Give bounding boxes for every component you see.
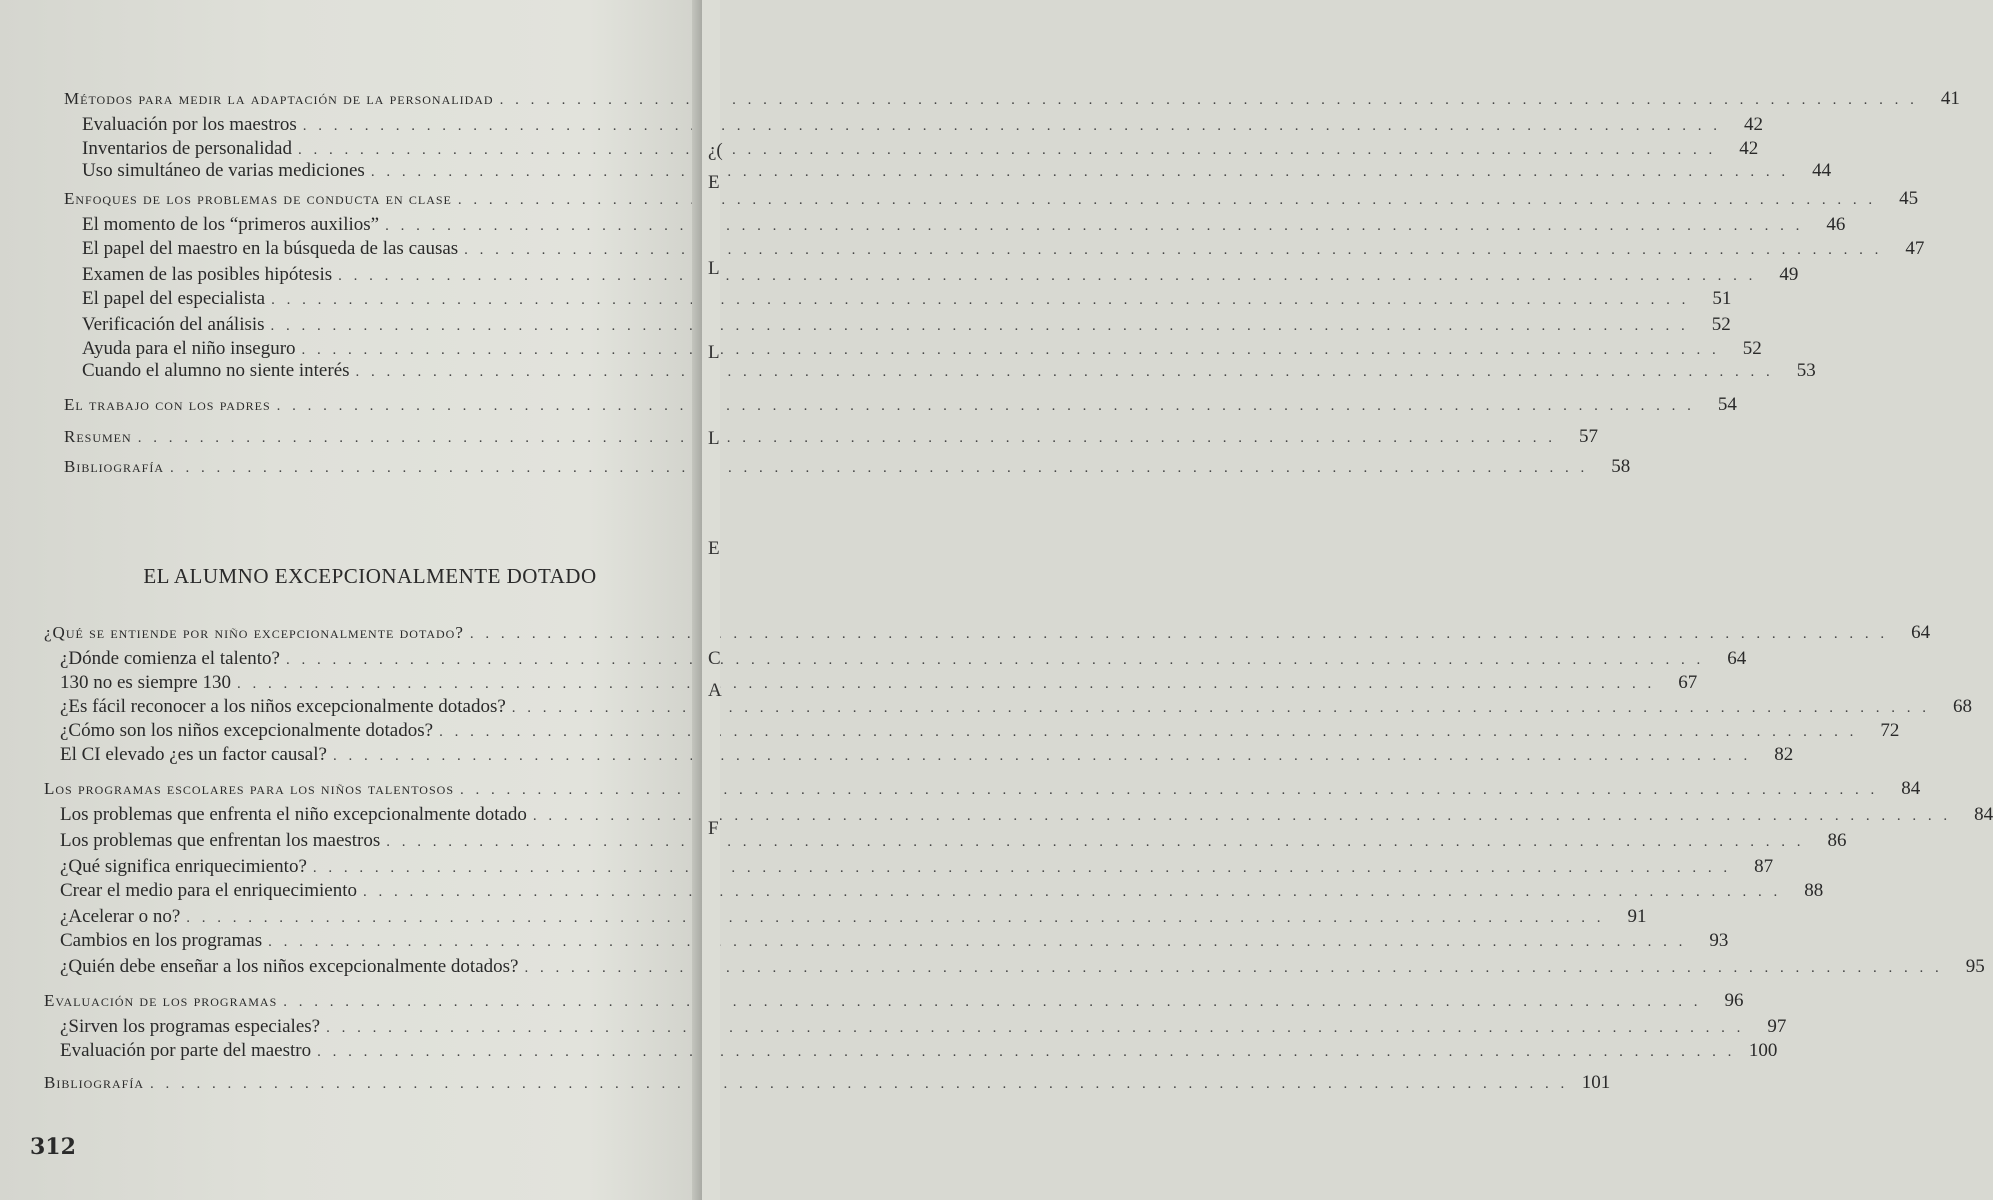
facing-page-letter: A [708, 680, 722, 701]
dot-leader [458, 192, 1876, 209]
toc-entry-title: ¿Cómo son los niños excepcionalmente dotados? [60, 720, 434, 741]
toc-entry-title: Cambios en los programas [60, 930, 263, 951]
toc-entry-page: 64 [1911, 622, 1931, 643]
dot-leader [464, 242, 1882, 259]
toc-entry-heading [44, 1072, 1611, 1094]
toc-entry-page: 68 [1953, 696, 1973, 717]
toc-entry-heading [44, 990, 1744, 1012]
toc-entry-page: 52 [1711, 314, 1731, 335]
toc-entry-title: Examen de las posibles hipótesis [82, 264, 333, 285]
dot-leader [333, 748, 1751, 765]
facing-page-letter: C [708, 648, 721, 669]
toc-entry-title: El papel del especialista [82, 288, 266, 309]
toc-entry-title: Bibliografía [64, 457, 165, 476]
dot-leader [268, 934, 1686, 951]
dot-leader [298, 142, 1716, 159]
toc-entry-heading [64, 88, 1960, 110]
dot-leader [237, 676, 1655, 693]
facing-page-letter: L [708, 342, 720, 363]
facing-page-letter: ¿( [708, 140, 723, 161]
toc-entry-title: Crear el medio para el enriquecimiento [60, 880, 358, 901]
toc-entry [82, 138, 1759, 160]
toc-entry [60, 856, 1774, 878]
toc-entry-page: 95 [1965, 956, 1985, 977]
dot-leader [170, 460, 1588, 477]
toc-entry-title: Enfoques de los problemas de conducta en clase [64, 189, 452, 208]
toc-entry [82, 160, 1832, 182]
toc-entry-page: 41 [1940, 88, 1960, 109]
toc-entry [82, 288, 1732, 310]
toc-entry-page: 91 [1627, 906, 1647, 927]
toc-entry-heading [64, 394, 1737, 416]
toc-entry-page: 44 [1812, 160, 1832, 181]
toc-entry-page: 100 [1748, 1040, 1778, 1061]
toc-entry-page: 47 [1905, 238, 1925, 259]
toc-entry-heading [64, 426, 1598, 448]
toc-entry-title: Evaluación por parte del maestro [60, 1040, 312, 1061]
toc-entry-page: 64 [1727, 648, 1747, 669]
dot-leader [271, 292, 1689, 309]
toc-entry-page: 46 [1826, 214, 1846, 235]
dot-leader [277, 398, 1695, 415]
toc-entry-heading [44, 778, 1921, 800]
toc-entry [82, 238, 1925, 260]
toc-entry [60, 744, 1794, 766]
dot-leader [303, 118, 1721, 135]
toc-entry-page: 87 [1754, 856, 1774, 877]
toc-entry [60, 696, 1973, 718]
toc-entry [82, 264, 1799, 286]
toc-entry-title: 130 no es siempre 130 [60, 672, 231, 693]
facing-page-letter: E [708, 172, 720, 193]
toc-entry [60, 672, 1698, 694]
toc-entry-title: Uso simultáneo de varias mediciones [82, 160, 365, 181]
dot-leader [271, 318, 1689, 335]
toc-entry-page: 49 [1779, 264, 1799, 285]
toc-entry-page: 53 [1796, 360, 1816, 381]
facing-page-edge [702, 0, 723, 1200]
toc-entry-title: Cuando el alumno no siente interés [82, 360, 350, 381]
dot-leader [356, 364, 1774, 381]
toc-entry-page: 58 [1611, 456, 1631, 477]
toc-entry [82, 114, 1764, 136]
toc-entry-page: 93 [1709, 930, 1729, 951]
toc-entry-title: El trabajo con los padres [64, 395, 271, 414]
toc-entry-title: ¿Acelerar o no? [60, 906, 181, 927]
chapter-heading: EL ALUMNO EXCEPCIONALMENTE DOTADO [143, 564, 597, 588]
toc-entry-heading [64, 188, 1919, 210]
toc-entry [82, 360, 1816, 382]
toc-entry [60, 956, 1985, 978]
dot-leader [302, 342, 1720, 359]
toc-entry-page: 86 [1827, 830, 1847, 851]
toc-entry-page: 57 [1578, 426, 1598, 447]
dot-leader [460, 782, 1878, 799]
facing-page-letter: E [708, 538, 720, 559]
dot-leader [338, 268, 1756, 285]
toc-entry-title: Evaluación de los programas [44, 991, 278, 1010]
dot-leader [138, 430, 1556, 447]
toc-entry-title: ¿Qué significa enriquecimiento? [60, 856, 307, 877]
page-number: 312 [30, 1134, 76, 1160]
dot-leader [363, 884, 1781, 901]
toc-entry-title: ¿Sirven los programas especiales? [60, 1016, 321, 1037]
dot-leader [283, 994, 1701, 1011]
toc-entry-heading [44, 622, 1931, 644]
book-gutter [692, 0, 702, 1200]
toc-entry-page: 45 [1899, 188, 1919, 209]
toc-entry [82, 214, 1846, 236]
toc-entry-title: Verificación del análisis [82, 314, 265, 335]
toc-entry-page: 42 [1744, 114, 1764, 135]
toc-entry-page: 84 [1901, 778, 1921, 799]
toc-entry [60, 1016, 1787, 1038]
toc-entry-title: El papel del maestro en la búsqueda de las causas [82, 238, 459, 259]
toc-entry-title: Los programas escolares para los niños talentosos [44, 779, 454, 798]
toc-entry-page: 72 [1880, 720, 1900, 741]
toc-entry-title: Evaluación por los maestros [82, 114, 297, 135]
toc-entry-page: 84 [1974, 804, 1993, 825]
facing-page-letter: L [708, 258, 720, 279]
dot-leader [512, 700, 1930, 717]
toc-entry [60, 906, 1647, 928]
toc-entry-title: El momento de los “primeros auxilios” [82, 214, 380, 235]
dot-leader [533, 808, 1951, 825]
toc-entry-page: 52 [1742, 338, 1762, 359]
toc-entry [60, 720, 1900, 742]
toc-entry-title: Resumen [64, 427, 132, 446]
toc-entry [60, 1040, 1778, 1062]
toc-entry [60, 930, 1729, 952]
toc-entry-title: Bibliografía [44, 1073, 145, 1092]
dot-leader [313, 860, 1731, 877]
dot-leader [286, 652, 1704, 669]
dot-leader [186, 910, 1604, 927]
toc-entry-title: Ayuda para el niño inseguro [82, 338, 296, 359]
dot-leader [470, 626, 1888, 643]
toc-entry-title: Inventarios de personalidad [82, 138, 292, 159]
toc-entry-page: 51 [1712, 288, 1732, 309]
toc-entry-page: 54 [1717, 394, 1737, 415]
toc-entry [82, 314, 1731, 336]
toc-entry-page: 82 [1774, 744, 1794, 765]
toc-entry-title: Métodos para medir la adaptación de la personalidad [64, 89, 494, 108]
dot-leader [150, 1076, 1568, 1093]
toc-entry [60, 804, 1993, 826]
facing-page-letter: F [708, 818, 719, 839]
toc-entry [82, 338, 1762, 360]
toc-entry-title: ¿Dónde comienza el talento? [60, 648, 280, 669]
toc-entry-page: 96 [1724, 990, 1744, 1011]
toc-entry-page: 67 [1678, 672, 1698, 693]
toc-entry-heading [64, 456, 1631, 478]
dot-leader [385, 218, 1803, 235]
toc-entry-page: 97 [1767, 1016, 1787, 1037]
dot-leader [439, 724, 1857, 741]
toc-entry [60, 830, 1847, 852]
toc-entry-title: ¿Qué se entiende por niño excepcionalmente dotado? [44, 623, 464, 642]
facing-page-letter: L [708, 428, 720, 449]
dot-leader [386, 834, 1804, 851]
toc-entry-page: 88 [1804, 880, 1824, 901]
dot-leader [524, 960, 1942, 977]
toc-entry-title: El CI elevado ¿es un factor causal? [60, 744, 327, 765]
toc-entry [60, 880, 1824, 902]
dot-leader [326, 1020, 1744, 1037]
dot-leader [317, 1044, 1735, 1061]
toc-entry-title: ¿Es fácil reconocer a los niños excepcionalmente dotados? [60, 696, 506, 717]
toc-entry-title: Los problemas que enfrentan los maestros [60, 830, 381, 851]
toc-entry-title: Los problemas que enfrenta el niño excepcionalmente dotado [60, 804, 527, 825]
toc-entry-page: 42 [1739, 138, 1759, 159]
dot-leader [371, 164, 1789, 181]
toc-entry-page: 101 [1581, 1072, 1611, 1093]
toc-entry-title: ¿Quién debe enseñar a los niños excepcionalmente dotados? [60, 956, 519, 977]
toc-entry [60, 648, 1747, 670]
